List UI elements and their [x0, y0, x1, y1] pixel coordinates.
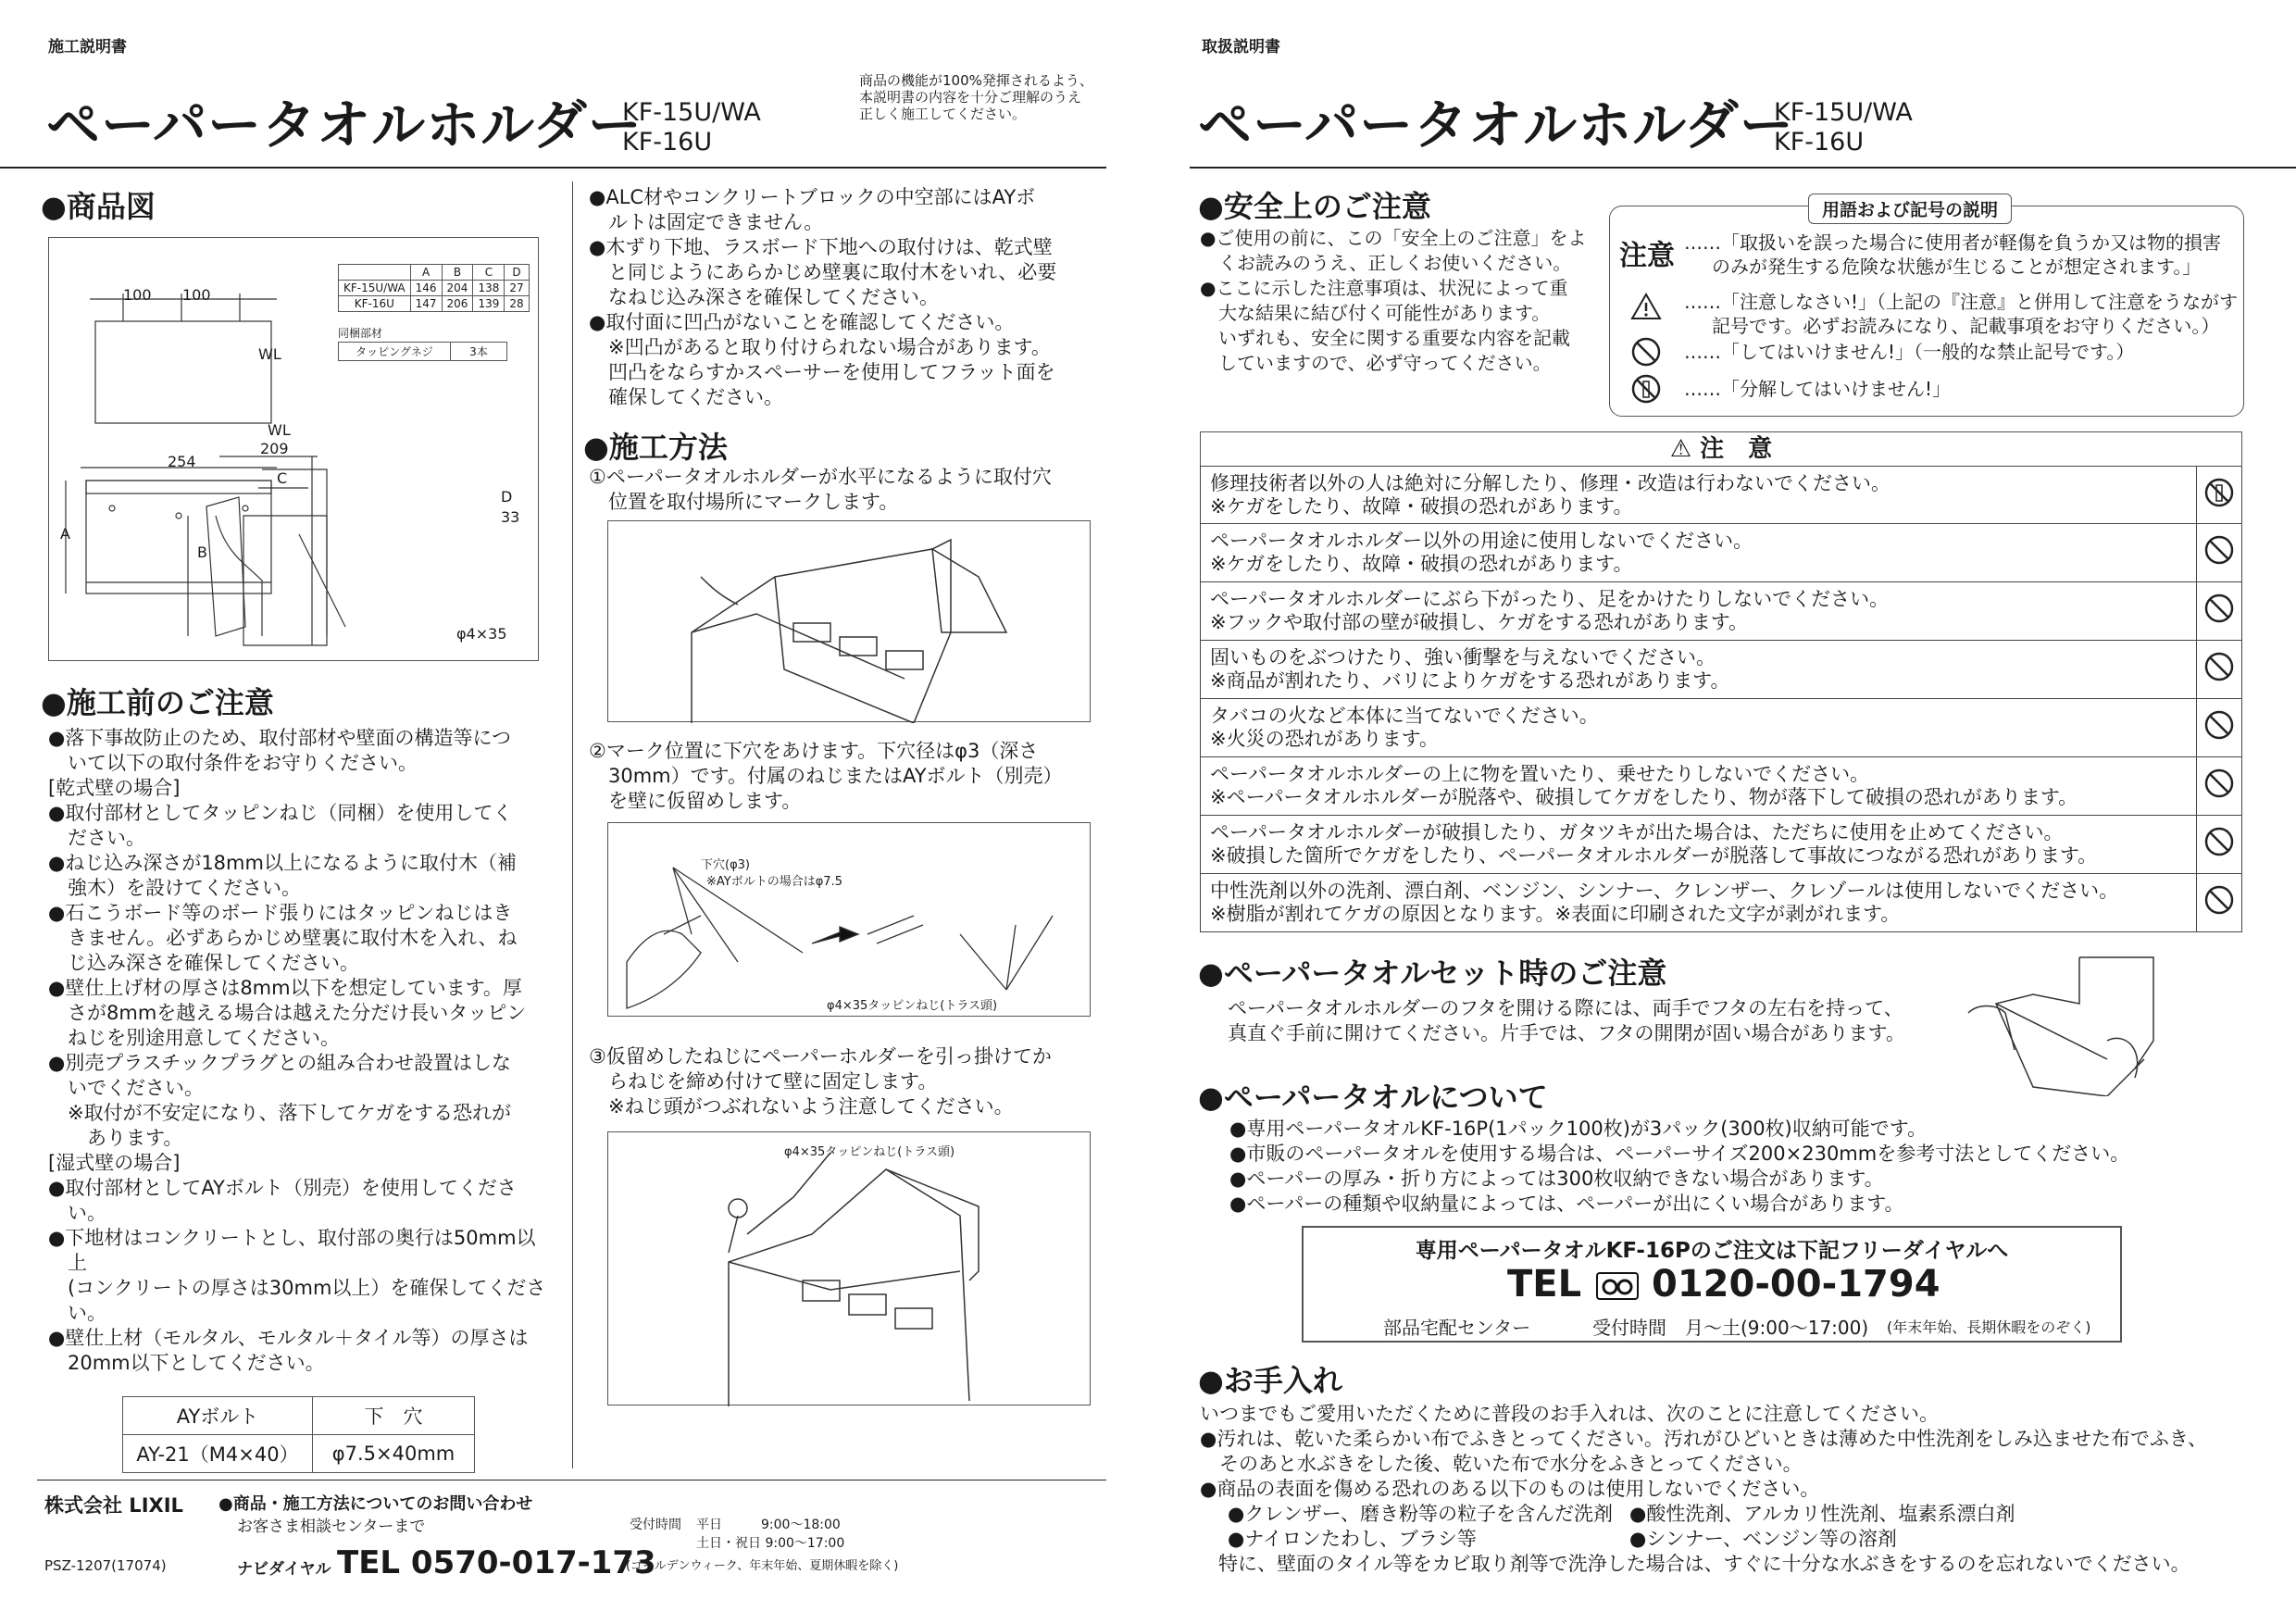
- table-row: KF-15U/WA 146 204 138 27: [339, 281, 530, 296]
- dim-d: D: [501, 488, 513, 506]
- page-title-right: ペーパータオルホルダー: [1198, 94, 1794, 156]
- ay-bolt-table: [122, 1396, 475, 1473]
- order-holiday: (年末年始、長期休暇をのぞく): [1887, 1318, 2091, 1336]
- step-1-figure: [607, 520, 1091, 722]
- section-set-caution: ●ペーパータオルセット時のご注意: [1198, 956, 1667, 991]
- model-2: KF-16U: [1774, 128, 1865, 156]
- step-2-figure: [607, 822, 1091, 1017]
- dim-33: 33: [501, 508, 520, 526]
- step-2-text: ②マーク位置に下穴をあけます。下穴径はφ3（深さ 30mm）です。付属のねじまたはAYボルト（別売） を壁に仮留めします。: [589, 740, 1063, 812]
- doc-code: PSZ-1207(17074): [44, 1557, 167, 1574]
- section-care: ●お手入れ: [1198, 1363, 1342, 1398]
- navi-dial-label: ナビダイヤル: [237, 1560, 331, 1579]
- accessory-table: [338, 342, 507, 361]
- table-row: 固いものをぶつけたり、強い衝撃を与えないでください。 ※商品が割れたり、バリによりケガをする恐れがあります。: [1201, 641, 2242, 699]
- terms-prohibited-text: ……「してはいけません!」（一般的な禁止記号です。）: [1684, 341, 2135, 363]
- dim-b: B: [197, 543, 207, 561]
- table-row: ペーパータオルホルダーの上に物を置いたり、乗せたりしないでください。 ※ペーパータオルホルダーが脱落や、破損してケガをしたり、物が落下して破損の恐れがあります。: [1201, 757, 2242, 816]
- care-item-3: ●ナイロンたわし、ブラシ等: [1228, 1528, 1477, 1550]
- disassembly-prohibited-icon: [1630, 373, 1662, 405]
- table-row: ペーパータオルホルダーが破損したり、ガタツキが出た場合は、ただちに使用を止めてください。 ※破損した箇所でケガをしたり、ペーパータオルホルダーが脱落して事故につながる恐れがあります。: [1201, 816, 2242, 874]
- column-divider-left: [572, 181, 573, 1468]
- terms-box: [1609, 200, 2244, 417]
- prohibited-icon: [2203, 826, 2235, 857]
- model-2: KF-16U: [622, 128, 713, 156]
- dim-wl-top: WL: [258, 345, 281, 363]
- prohibited-icon: [2203, 534, 2235, 566]
- terms-caution-word: 注意: [1619, 240, 1675, 272]
- prohibited-icon: [2203, 768, 2235, 799]
- company-name: 株式会社 LIXIL: [44, 1494, 183, 1517]
- mounting-notes-text: ●ALC材やコンクリートブロックの中空部にはAYボ ルトは固定できません。 ●木ずり下地、ラスボード下地への取付けは、乾式壁 と同じようにあらかじめ壁裏に取付木をいれ、必要 なねじ込み深さを確保してください。 ●取付面に凹凸がないことを確認してください。 ※凹凸があると取り付けられない場合があります。 凹凸をならすかスペーサーを使用してフラット面を 確保してください。: [589, 186, 1057, 408]
- table-row: AYボルト 下 穴: [123, 1397, 475, 1435]
- table-row: ペーパータオルホルダーにぶら下がったり、足をかけたりしないでください。 ※フックや取付部の壁が破損し、ケガをする恐れがあります。: [1201, 582, 2242, 641]
- dim-254: 254: [168, 453, 196, 470]
- terms-disassembly-text: ……「分解してはいけません!」: [1684, 378, 1952, 400]
- spec-table: A B C D KF-15U/WA 146 204 138 27 KF-16U 147 206 139 28: [338, 264, 530, 312]
- care-text: いつまでもご愛用いただくために普段のお手入れは、次のことに注意してください。 ●汚れは、乾いた柔らかい布でふきとってください。汚れがひどいときは薄めた中性洗剤をしみ込ませた布でふき、 そのあと水ぶきをした後、乾いた布で水分をふきとってください。 ●商品の表面を傷める恐れのある以下のものは使用しないでください。: [1200, 1403, 2208, 1500]
- table-row: KF-16U 147 206 139 28: [339, 296, 530, 312]
- step-1-text: ①ペーパータオルホルダーが水平になるように取付穴 位置を取付場所にマークします。: [589, 466, 1052, 513]
- prohibited-icon: [1630, 336, 1662, 368]
- table-row: タッピングネジ 3本: [339, 343, 507, 361]
- section-safety: ●安全上のご注意: [1198, 189, 1431, 224]
- model-list-left: [622, 98, 761, 157]
- dim-100-b: 100: [182, 286, 211, 304]
- table-row: 修理技術者以外の人は絶対に分解したり、修理・改造は行わないでください。 ※ケガをしたり、故障・破損の恐れがあります。: [1201, 467, 2242, 524]
- screw-label: φ4×35タッピンねじ(トラス頭): [827, 999, 998, 1013]
- section-method: ●施工方法: [583, 430, 728, 465]
- table-row: AY-21（M4×40） φ7.5×40mm: [123, 1435, 475, 1473]
- order-phone: 0120-00-1794: [1652, 1263, 1940, 1305]
- freedial-icon: [1596, 1272, 1639, 1300]
- dim-wl-side: WL: [268, 421, 291, 439]
- prohibited-icon: [2203, 884, 2235, 916]
- holiday-note: (ゴールデンウィーク、年末年始、夏期休暇を除く): [626, 1559, 899, 1573]
- terms-caution-text: ……「取扱いを誤った場合に使用者が軽傷を負うか又は物的損害 のみが発生する危険な状態が生じることが想定されます。」: [1684, 231, 2221, 278]
- dim-100-a: 100: [123, 286, 152, 304]
- holder-illustration: [608, 521, 1092, 723]
- disassembly-prohibited-icon: [2203, 477, 2235, 508]
- contact-title: ●商品・施工方法についてのお問い合わせ: [218, 1494, 533, 1514]
- warning-triangle-icon: ⚠: [1669, 435, 1692, 463]
- paper-towel-text: ●専用ペーパータオルKF-16P(1パック100枚)が3パック(300枚)収納可能です。 ●市販のペーパータオルを使用する場合は、ペーパーサイズ200×230mmを参考寸法としてください。 ●ペーパーの厚み・折り方によっては300枚収納できない場合があります。 ●ペーパーの種類や収納量によっては、ペーパーが出にくい場合があります。: [1229, 1118, 2130, 1215]
- hours-label: 受付時間: [630, 1518, 681, 1532]
- header-rule-left: [0, 167, 1106, 169]
- section-product: ●商品図: [41, 189, 156, 224]
- dim-c: C: [277, 469, 288, 487]
- doc-label-left: 施工説明書: [48, 38, 127, 56]
- care-item-1: ●クレンザー、磨き粉等の粒子を含んだ洗剤: [1228, 1503, 1613, 1525]
- care-item-2: ●酸性洗剤、アルカリ性洗剤、塩素系漂白剤: [1629, 1503, 2015, 1525]
- terms-title: 用語および記号の説明: [1808, 194, 2012, 224]
- step-3-figure: [607, 1131, 1091, 1405]
- contact-subtitle: お客さま相談センターまで: [237, 1518, 426, 1536]
- care-item-4: ●シンナー、ベンジン等の溶剤: [1629, 1528, 1897, 1550]
- drilling-illustration: [608, 823, 1092, 1018]
- warning-triangle-icon: [1630, 292, 1662, 321]
- opening-lid-illustration: [1959, 948, 2172, 1096]
- table-row: タバコの火など本体に当てないでください。 ※火災の恐れがあります。: [1201, 699, 2242, 757]
- model-1: KF-15U/WA: [1774, 98, 1913, 127]
- care-last: 特に、壁面のタイル等をカビ取り剤等で洗浄した場合は、すぐに十分な水ぶきをするのを忘れないでください。: [1218, 1553, 2190, 1575]
- hours-weekday: 平日 9:00～18:00: [696, 1518, 841, 1532]
- caution-table: [1200, 466, 2242, 932]
- section-paper-towel: ●ペーパータオルについて: [1198, 1080, 1548, 1115]
- order-tel-prefix: TEL: [1507, 1263, 1582, 1305]
- prohibited-icon: [2203, 593, 2235, 624]
- dim-phi: φ4×35: [456, 625, 507, 643]
- pre-notes-text: ●落下事故防止のため、取付部材や壁面の構造等につ いて以下の取付条件をお守りください。 [乾式壁の場合] ●取付部材としてタッピンねじ（同梱）を使用してく ださい。 ●ねじ込み深さが18mm以上になるように取付木（補 強木）を設けてください。 ●石こうボード等のボード張りにはタッピンねじはき きません。必ずあらかじめ壁裏に取付木を入れ、ね じ込み深さを確保してください。 ●壁仕上げ材の厚さは8mm以下を想定しています。厚 さが8mmを越える場合は越えた分だけ長いタッピン ねじを別途用意してください。 ●別売プラスチックプラグとの組み合わせ設置はしな いでください。 ※取付が不安定になり、落下してケガをする恐れが あります。 [湿式壁の場合] ●取付部材としてAYボルト（別売）を使用してくださ い。 ●下地材はコンクリートとし、取付部の奥行は50mm以 上 (コンクリートの厚さは30mm以上）を確保してくださ い。 ●壁仕上材（モルタル、モルタル＋タイル等）の厚さは 20mm以下としてください。: [48, 727, 546, 1374]
- order-box: [1302, 1226, 2122, 1343]
- product-diagram: [48, 237, 539, 661]
- table-row: 中性洗剤以外の洗剤、漂白剤、ベンジン、シンナー、クレンザー、クレゾールは使用しないでください。 ※樹脂が割れてケガの原因となります。※表面に印刷された文字が剥がれます。: [1201, 874, 2242, 932]
- pilot-hole-label: 下穴(φ3): [701, 858, 750, 872]
- hours-weekend: 土日・祝日 9:00～17:00: [696, 1536, 845, 1551]
- step-3-text: ③仮留めしたねじにペーパーホルダーを引っ掛けてか らねじを締め付けて壁に固定します。 ※ねじ頭がつぶれないよう注意してください。: [589, 1045, 1052, 1118]
- terms-warning-text: ……「注意しなさい!」（上記の『注意』と併用して注意をうながす 記号です。必ずお読みになり、記載事項をお守りください。）: [1684, 291, 2239, 337]
- order-center: 部品宅配センター: [1383, 1317, 1531, 1339]
- header-rule-right: [1190, 167, 2296, 169]
- prohibited-icon: [2203, 651, 2235, 682]
- model-list-right: [1774, 98, 1913, 157]
- doc-label-right: 取扱説明書: [1202, 38, 1280, 56]
- prohibited-icon: [2203, 709, 2235, 741]
- support-phone: TEL 0570-017-173: [337, 1544, 656, 1581]
- fixing-illustration: [608, 1132, 1092, 1406]
- section-pre-notes: ●施工前のご注意: [41, 685, 274, 720]
- table-row: ペーパータオルホルダー以外の用途に使用しないでください。 ※ケガをしたり、故障・破損の恐れがあります。: [1201, 524, 2242, 582]
- ay-hole-label: ※AYボルトの場合はφ7.5: [706, 875, 842, 889]
- set-caution-text: ペーパータオルホルダーのフタを開ける際には、両手でフタの左右を持って、 真直ぐ手前に開けてください。片手では、フタの開閉が固い場合があります。: [1228, 997, 1905, 1044]
- order-hours: 受付時間 月～土(9:00～17:00): [1592, 1317, 1869, 1339]
- order-title: 専用ペーパータオルKF-16Pのご注文は下記フリーダイヤルへ: [1415, 1239, 2009, 1263]
- page-title-left: ペーパータオルホルダー: [46, 94, 643, 156]
- dim-209: 209: [260, 440, 289, 457]
- accessory-title: 同梱部材: [338, 327, 383, 340]
- model-1: KF-15U/WA: [622, 98, 761, 127]
- caution-header: ⚠ 注 意: [1200, 431, 2242, 467]
- intro-note: 商品の機能が100%発揮されるよう、 本説明書の内容を十分ご理解のうえ 正しく施工してください。: [859, 72, 1093, 122]
- safety-text: ●ご使用の前に、この「安全上のご注意」をよ くお読みのうえ、正しくお使いください。 ●ここに示した注意事項は、状況によって重 大な結果に結び付く可能性があります。 いずれも、安全に関する重要な内容を記載 していますので、必ず守ってください。: [1200, 227, 1587, 374]
- screw-label-3: φ4×35タッピンねじ(トラス頭): [784, 1145, 955, 1159]
- dim-a: A: [60, 525, 70, 543]
